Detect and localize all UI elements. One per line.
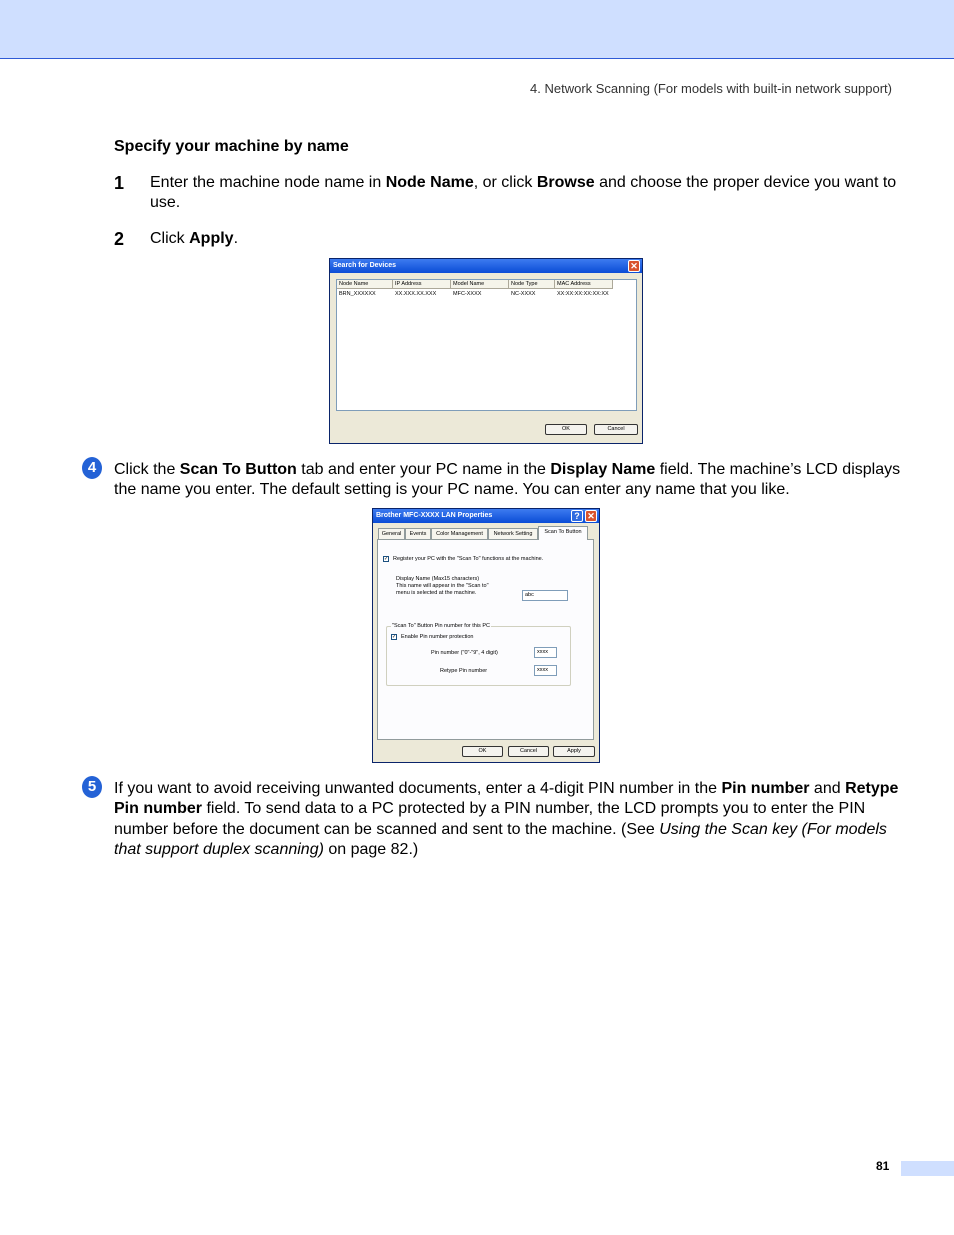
close-icon[interactable]: ✕: [628, 260, 640, 272]
pin-number-input[interactable]: xxxx: [534, 647, 557, 658]
tab-general[interactable]: General: [378, 528, 405, 539]
retype-pin-input[interactable]: xxxx: [534, 665, 557, 676]
footer-band: [901, 1161, 954, 1176]
step-text: Enter the machine node name in Node Name, or click Browse and choose the proper device you want to use.: [150, 174, 897, 211]
dialog-title: Search for Devices: [333, 262, 397, 269]
cell-node-type[interactable]: NC-XXXX: [511, 291, 536, 297]
scan-to-button-panel: [377, 539, 594, 740]
cell-node-name[interactable]: BRN_XXXXXX: [339, 291, 376, 297]
column-header-node-type[interactable]: Node Type: [509, 280, 555, 289]
header-band: [0, 0, 954, 59]
display-name-hint: This name will appear in the "Scan to": [396, 583, 489, 589]
step-number-badge: 5: [82, 776, 102, 798]
cell-ip-address[interactable]: XX.XXX.XX.XXX: [395, 291, 437, 297]
column-header-node-name[interactable]: Node Name: [337, 280, 393, 289]
dialog-title-bar: [330, 259, 642, 273]
step-4-text: Click the Scan To Button tab and enter your PC name in the Display Name field. The machine’s LCD displays the name you enter. The default setting is your PC name. You can enter any name that you like.: [114, 461, 901, 499]
apply-button[interactable]: Apply: [553, 746, 595, 757]
section-title: Specify your machine by name: [114, 138, 349, 155]
pin-number-label: Pin number ("0"-"9", 4 digit): [431, 650, 498, 656]
display-name-hint: menu is selected at the machine.: [396, 590, 477, 596]
dialog-title: Brother MFC-XXXX LAN Properties: [376, 512, 493, 519]
enable-pin-label: Enable Pin number protection: [401, 634, 474, 640]
column-header-ip-address[interactable]: IP Address: [393, 280, 451, 289]
cancel-button[interactable]: Cancel: [594, 424, 638, 435]
register-checkbox[interactable]: ✓: [384, 556, 389, 562]
dialog-title-bar: [373, 509, 599, 523]
tab-color-management[interactable]: Color Management: [431, 528, 488, 539]
cancel-button[interactable]: Cancel: [508, 746, 549, 757]
pin-group-label: "Scan To" Button Pin number for this PC: [392, 623, 490, 629]
page-number: 81: [876, 1159, 890, 1173]
display-name-input[interactable]: abc: [522, 590, 568, 601]
register-label: Register your PC with the "Scan To" functions at the machine.: [393, 556, 544, 562]
pin-group-box: [386, 623, 571, 686]
enable-pin-checkbox[interactable]: ✓: [392, 634, 397, 640]
tab-network-setting[interactable]: Network Setting: [488, 528, 538, 539]
step-number-badge: 4: [82, 457, 102, 479]
cell-model-name[interactable]: MFC-XXXX: [453, 291, 482, 297]
retype-pin-label: Retype Pin number: [440, 668, 488, 674]
step-5-text: If you want to avoid receiving unwanted documents, enter a 4-digit PIN number in the Pin number and Retype Pin number field. To send data to a PC protected by a PIN number, the LCD prompts you to enter the PIN number before the document can be scanned and sent to the machine. (See Using the Scan key (For models that support duplex scanning) on page 82.): [114, 780, 899, 858]
help-icon[interactable]: ?: [571, 510, 583, 522]
ok-button[interactable]: OK: [545, 424, 587, 435]
running-header: 4. Network Scanning (For models with built-in network support): [530, 81, 892, 96]
step-number: 1: [114, 173, 125, 193]
close-icon[interactable]: ✕: [585, 510, 597, 522]
column-header-mac-address[interactable]: MAC Address: [555, 280, 613, 289]
ok-button[interactable]: OK: [462, 746, 503, 757]
display-name-label: Display Name (Max15 characters): [396, 576, 480, 582]
column-header-model-name[interactable]: Model Name: [451, 280, 509, 289]
cross-reference-link[interactable]: Using the Scan key (For models that support duplex scanning): [114, 820, 887, 858]
device-list[interactable]: [336, 279, 637, 411]
cell-mac-address[interactable]: XX:XX:XX:XX:XX:XX: [557, 291, 609, 297]
step-number: 2: [114, 229, 125, 249]
lan-properties-dialog: [372, 508, 600, 763]
search-devices-dialog: [329, 258, 643, 444]
step-text: Click Apply.: [150, 230, 239, 247]
tab-events[interactable]: Events: [405, 528, 431, 539]
tab-scan-to-button[interactable]: Scan To Button: [538, 526, 588, 540]
